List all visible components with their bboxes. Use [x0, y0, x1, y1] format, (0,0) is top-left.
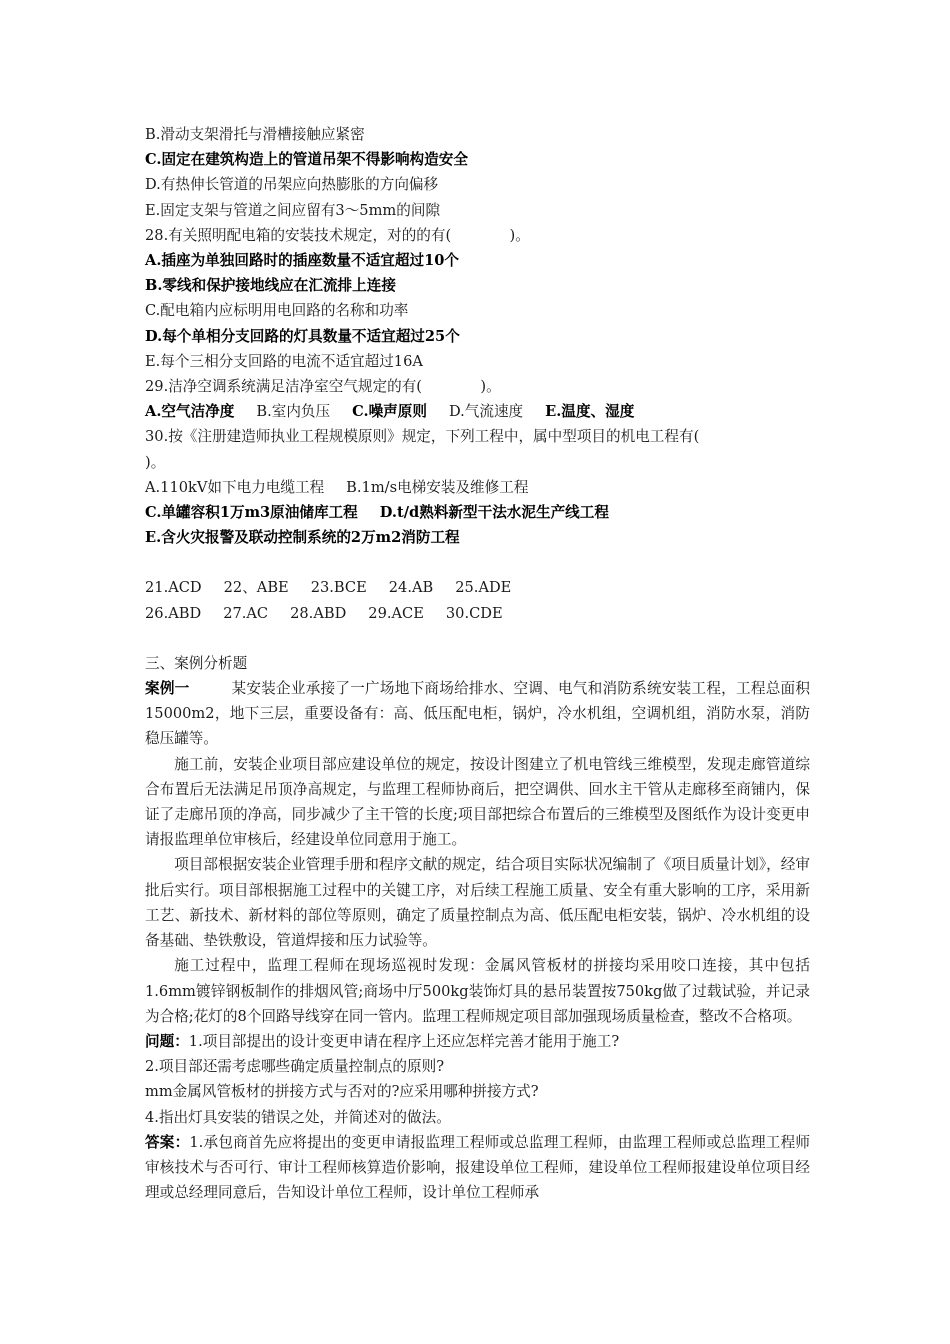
q30-option-d: D.t/d熟料新型干法水泥生产线工程 — [379, 504, 609, 522]
q28-stem: 28.有关照明配电箱的安装技术规定，对的的有( )。 — [145, 226, 530, 244]
q29-option-d: D.气流速度 — [448, 403, 524, 421]
q30-option-e: E.含火灾报警及联动控制系统的2万m2消防工程 — [145, 529, 460, 547]
answer-22: 22、ABE — [223, 579, 289, 597]
answer-1-text: 1.承包商首先应将提出的变更申请报监理工程师或总监理工程师，由监理工程师或总监理工程师审核技术与否可行、审计工程师核算造价影响，报建设单位工程师，建设单位工程师报建设单位项目经理或总经理同意后，告知设计单位工程师，设计单位工程师承 — [145, 1133, 810, 1202]
q28-option-b: B.零线和保护接地线应在汇流排上连接 — [145, 277, 396, 295]
case-paragraph-4: 施工过程中，监理工程师在现场巡视时发现：金属风管板材的拼接均采用咬口连接，其中包括1.6mm镀锌钢板制作的排烟风管;商场中厅500kg装饰灯具的悬吊装置按750kg做了过载试验，并记录为合格;花灯的8个回路导线穿在同一管内。监理工程师规定项目部加强现场质量检查，整改不合格项。 — [145, 957, 810, 1025]
case-paragraph-2: 施工前，安装企业项目部应建设单位的规定，按设计图建立了机电管线三维模型，发现走廊管道综合布置后无法满足吊顶净高规定，与监理工程师协商后，把空调供、回水主干管从走廊移至商铺内，保证了走廊吊顶的净高，同步减少了主干管的长度;项目部把综合布置后的三维模型及图纸作为设计变更申请报监理单位审核后，经建设单位同意用于施工。 — [145, 755, 810, 849]
answer-paragraph — [145, 1130, 810, 1206]
q30-stem: 30.按《注册建造师执业工程规模原则》规定，下列工程中，属中型项目的机电工程有( — [145, 428, 700, 446]
answer-25: 25.ADE — [455, 579, 512, 597]
section-title: 三、案例分析题 — [145, 654, 248, 672]
case-text-1: 某安装企业承接了一广场地下商场给排水、空调、电气和消防系统安装工程，工程总面积15000m2，地下三层，重要设备有：高、低压配电柜，锅炉，冷水机组，空调机组，消防水泵，消防稳压罐等。 — [145, 680, 810, 748]
q29-option-b: B.室内负压 — [256, 403, 331, 421]
q27-option-c: C.固定在建筑构造上的管道吊架不得影响构造安全 — [145, 151, 468, 169]
answer-28: 28.ABD — [290, 604, 347, 622]
q30-option-a: A.110kV如下电力电缆工程 — [145, 478, 325, 496]
answer-24: 24.AB — [388, 579, 434, 597]
q28-option-a: A.插座为单独回路时的插座数量不适宜超过10个 — [145, 252, 459, 270]
question-3: mm金属风管板材的拼接方式与否对的?应采用哪种拼接方式? — [145, 1083, 539, 1101]
q29-option-e: E.温度、湿度 — [545, 403, 635, 421]
q30-option-c: C.单罐容积1万m3原油储库工程 — [145, 504, 358, 522]
q30-stem-end: )。 — [145, 453, 166, 471]
q27-option-d: D.有热伸长管道的吊架应向热膨胀的方向偏移 — [145, 176, 439, 194]
q29-stem: 29.洁净空调系统满足洁净室空气规定的有( )。 — [145, 378, 501, 396]
answer-23: 23.BCE — [310, 579, 367, 597]
answer-27: 27.AC — [223, 604, 269, 622]
q28-option-e: E.每个三相分支回路的电流不适宜超过16A — [145, 352, 423, 370]
q30-option-b: B.1m/s电梯安装及维修工程 — [346, 478, 529, 496]
spacer — [145, 550, 810, 575]
q27-option-b: B.滑动支架滑托与滑槽接触应紧密 — [145, 126, 365, 143]
q29-option-a: A.空气洁净度 — [145, 403, 235, 421]
case-paragraph-1 — [145, 676, 810, 752]
answer-row-1 — [145, 575, 810, 600]
answer-label: 答案： — [145, 1133, 190, 1151]
q28-option-d: D.每个单相分支回路的灯具数量不适宜超过25个 — [145, 327, 460, 345]
q28-option-c: C.配电箱内应标明用电回路的名称和功率 — [145, 302, 409, 320]
spacer — [145, 626, 810, 651]
answer-30: 30.CDE — [445, 604, 503, 622]
case-label: 案例一 — [145, 680, 190, 698]
question-2: 2.项目部还需考虑哪些确定质量控制点的原则? — [145, 1058, 445, 1076]
question-4: 4.指出灯具安装的错误之处，并简述对的做法。 — [145, 1108, 451, 1126]
case-paragraph-3: 项目部根据安装企业管理手册和程序文献的规定，结合项目实际状况编制了《项目质量计划》，经审批后实行。项目部根据施工过程中的关键工序，对后续工程施工质量、安全有重大影响的工序，采用新工艺、新技术、新材料的部位等原则，确定了质量控制点为高、低压配电柜安装，锅炉、冷水机组的设备基础、垫铁敷设，管道焊接和压力试验等。 — [145, 856, 810, 950]
question-1 — [145, 1029, 810, 1054]
document-page — [145, 122, 810, 1205]
q30-options-cd — [145, 500, 810, 525]
question-1-text: 1.项目部提出的设计变更申请在程序上还应怎样完善才能用于施工? — [188, 1032, 620, 1050]
answer-26: 26.ABD — [145, 604, 202, 622]
q30-options-ab — [145, 475, 810, 500]
answer-21: 21.ACD — [145, 579, 202, 597]
q29-options — [145, 399, 810, 424]
question-label: 问题： — [145, 1032, 189, 1050]
q27-option-e: E.固定支架与管道之间应留有3～5mm的间隙 — [145, 201, 441, 219]
answer-row-2 — [145, 601, 810, 626]
q29-option-c: C.噪声原则 — [352, 403, 427, 421]
answer-29: 29.ACE — [368, 604, 424, 622]
